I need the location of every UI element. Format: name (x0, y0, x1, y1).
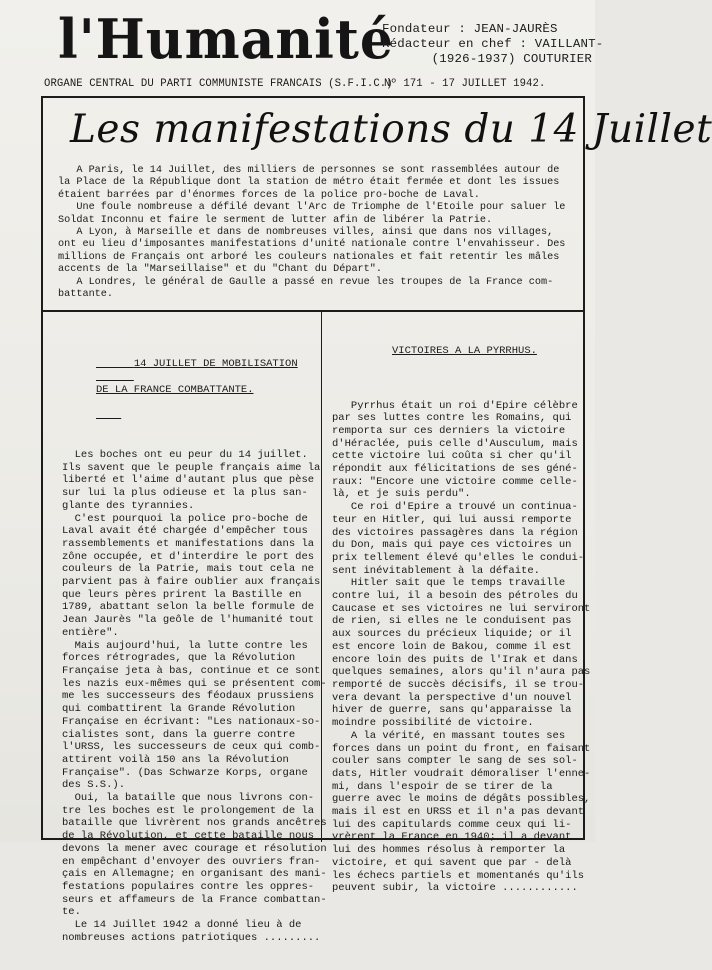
right-column-line: vera devant la perspective d'un nouvel (332, 691, 572, 704)
left-column-line: seurs et affameurs de la France combattan- (62, 893, 327, 906)
left-column-line: Française en écrivant: "Les nationaux-so- (62, 715, 321, 728)
right-column-line: lui des hommes résolus à remporter la (332, 844, 566, 857)
founder-block (382, 22, 604, 67)
right-column-line: contre lui, il a besoin des pétroles du (332, 590, 578, 603)
right-column-line: vrèrent la France en 1940; il a devant (332, 831, 572, 844)
intro-line: A Paris, le 14 Juillet, des milliers de personnes se sont rassemblées autour de (58, 165, 560, 176)
right-column-line: là, et je suis perdu". (332, 488, 471, 501)
intro-line: A Lyon, à Marseille et dans de nombreuses villes, ainsi que dans nos villages, (58, 227, 554, 239)
left-column-line: festations populaires contre les oppres- (62, 880, 315, 893)
left-column-title (62, 345, 317, 421)
left-column-line: Les boches ont eu peur du 14 juillet. (62, 449, 308, 462)
left-column-line: en empêchant d'envoyer des ouvriers fran- (62, 855, 321, 868)
right-column-line: encore loin des puits de l'Irak et dans (332, 653, 578, 666)
left-column-line: l'URSS, les successeurs de ceux qui comb- (62, 741, 321, 754)
left-column-line: Ils savent que le peuple français aime la (62, 461, 321, 474)
right-column-line: dats, Hitler voudrait démoraliser l'enne- (332, 767, 591, 780)
left-column (62, 320, 327, 970)
right-column-line: lui des capitulards comme ceux qui li- (332, 818, 572, 831)
right-column-line: remporté de succès décisifs, il se trou- (332, 678, 585, 691)
intro-line: millions de Français ont arboré les couleurs nationales et fait retentir les mâles (58, 251, 560, 263)
intro-line: A Londres, le général de Gaulle a passé en revue les troupes de la France com- (58, 276, 554, 288)
right-column-line: peuvent subir, la victoire ............ (332, 882, 578, 895)
right-column-line: remporta sur ces derniers la victoire (332, 424, 566, 437)
organ-line (44, 78, 584, 91)
right-column-line: forces dans un point du front, en faisant (332, 742, 591, 755)
intro-line: étaient barrées par d'énormes forces de la police pro-boche de Laval. (58, 189, 480, 201)
left-column-line: forces rétrogrades, que la Révolution (62, 652, 296, 665)
right-column-line: cette victoire lui coûta si cher qu'il (332, 450, 572, 463)
right-column-line: par ses luttes contre les Romains, qui (332, 412, 572, 425)
right-column-line: mais il est en URSS et il n'a pas devant (332, 806, 585, 819)
right-column-line: les échecs partiels et momentanés qu'ils (332, 869, 585, 882)
right-column-line: Caucase et ses victoires ne lui serviront (332, 602, 591, 615)
left-column-line: tre les boches est le prolongement de la (62, 804, 315, 817)
right-column-line: teur en Hitler, qui lui aussi remporte (332, 513, 572, 526)
left-column-line: liberté et l'aime d'autant plus que pèse (62, 474, 315, 487)
founder-line: Fondateur : JEAN-JAURÈS (382, 22, 558, 36)
left-column-line: des S.S.). (62, 779, 126, 792)
masthead-title: l'Humanité (58, 7, 394, 72)
intro-line: ont eu lieu d'imposantes manifestations d'unité nationale contre l'envahisseur. Des (58, 239, 566, 251)
intro-line: la Place de la République dont la station de métro était fermée et dont les issues (58, 177, 560, 189)
right-column-line: prix tellement élevé qu'elles le condui- (332, 551, 585, 564)
left-column-line: qui combattirent la Grande Révolution (62, 703, 296, 716)
left-column-line: zône occupée, et d'interdire le port des (62, 550, 315, 563)
left-column-line: Française". (Das Schwarze Korps, organe (62, 766, 308, 779)
right-column-line: est encore loin de Bakou, comme il est (332, 640, 572, 653)
right-column-line: guerre avec le moins de dégâts possibles, (332, 793, 591, 806)
right-column-line: victoire, et qui savent que par - delà (332, 856, 572, 869)
right-column-line: d'Héraclée, puis celle d'Ausculum, mais (332, 437, 578, 450)
right-column (332, 320, 592, 920)
left-column-line: Oui, la bataille que nous livrons con- (62, 792, 315, 805)
left-column-line: entière". (62, 626, 119, 639)
left-column-line: sur lui la plus odieuse et la plus san- (62, 487, 308, 500)
left-column-line: Le 14 Juillet 1942 a donné lieu à de (62, 919, 302, 932)
right-column-line: de rien, si elles ne le conduisent pas (332, 615, 572, 628)
left-column-line: 1789, abattant selon la belle formule de (62, 601, 315, 614)
right-column-line: Ce roi d'Epire a trouvé un continua- (332, 501, 578, 514)
right-column-line: mi, dans l'espoir de se tirer de la (332, 780, 553, 793)
intro-line: battante. (58, 289, 114, 301)
column-divider (321, 312, 322, 842)
left-column-line: Laval avait été chargée d'empêcher tous (62, 525, 308, 538)
left-column-line: les nazis eux-mêmes qui se présentent com- (62, 677, 327, 690)
right-column-line: A la vérité, en massant toutes ses (332, 729, 566, 742)
left-column-line: Jean Jaurès "la geôle de l'humanité tout (62, 614, 315, 627)
right-column-line: des victoires passagères dans la région (332, 526, 578, 539)
issue-date: Nº 171 - 17 JUILLET 1942. (384, 78, 546, 90)
left-column-line: de la Révolution, et cette bataille nous (62, 830, 315, 843)
right-column-line: Pyrrhus était un roi d'Epire célèbre (332, 399, 578, 412)
intro-line: accents de la "Marseillaise" et du "Chant du Départ". (58, 264, 383, 276)
left-column-line: couleurs de la Patrie, mais tout cela ne (62, 563, 315, 576)
left-column-line: Française jeta à bas, continue et ce sont (62, 664, 321, 677)
right-column-line: aux sources du précieux liquide; or il (332, 628, 572, 641)
right-column-body (332, 400, 592, 895)
left-column-line: que leurs pères prirent la Bastille en (62, 588, 302, 601)
intro-line: Soldat Inconnu et faire le serment de lutter afin de libérer la Patrie. (58, 214, 493, 226)
section-divider (41, 310, 585, 312)
organ-name: ORGANE CENTRAL DU PARTI COMMUNISTE FRANCAIS (S.F.I.C.) (44, 78, 393, 90)
left-column-line: rassemblements et manifestations dans la (62, 537, 315, 550)
left-column-line: cialistes sont, dans la guerre contre (62, 728, 296, 741)
left-column-line: glante des tyrannies. (62, 499, 195, 512)
left-column-line: me les successeurs des féodaux prussiens (62, 690, 315, 703)
right-column-line: répondit aux félicitations de ses géné- (332, 463, 578, 476)
right-column-line: moindre possibilité de victoire. (332, 717, 534, 730)
left-column-line: bataille que livrèrent nos grands ancêtres (62, 817, 327, 830)
left-title-line-2: DE LA FRANCE COMBATTANTE. (96, 383, 254, 396)
left-column-line: çais en Allemagne; en organisant des mani- (62, 868, 327, 881)
right-column-line: quelques semaines, alors qu'il n'aura pas (332, 666, 591, 679)
left-title-line-1: 14 JUILLET DE MOBILISATION (133, 358, 298, 371)
left-column-body (62, 449, 327, 944)
left-column-line: nombreuses actions patriotiques ......... (62, 931, 321, 944)
left-column-line: devons la mener avec courage et résolution (62, 842, 327, 855)
right-column-line: du Don, mais qui paye ces victoires un (332, 539, 572, 552)
editor-line: Rédacteur en chef : VAILLANT- (382, 37, 604, 51)
left-column-line: C'est pourquoi la police pro-boche de (62, 512, 308, 525)
right-column-line: raux: "Encore une victoire comme celle- (332, 475, 578, 488)
headline: Les manifestations du 14 Juillet (70, 107, 712, 152)
left-column-line: parvient pas à faire oublier aux français (62, 576, 321, 589)
intro-line: Une foule nombreuse a défilé devant l'Arc de Triomphe de l'Etoile pour saluer le (58, 202, 566, 214)
right-column-line: Hitler sait que le temps travaille (332, 577, 566, 590)
editor-years-line: (1926-1937) COUTURIER (431, 52, 592, 66)
right-column-line: sent inévitablement à la défaite. (332, 564, 540, 577)
right-column-title: VICTOIRES A LA PYRRHUS. (392, 345, 537, 358)
intro-paragraph (58, 165, 583, 301)
left-column-line: attirent voilà 150 ans la Révolution (62, 753, 289, 766)
right-column-line: couler sans compter le sang de ses sol- (332, 755, 578, 768)
right-column-line: hiver de guerre, sans qu'apparaisse la (332, 704, 572, 717)
left-column-line: Mais aujourd'hui, la lutte contre les (62, 639, 308, 652)
left-column-line: te. (62, 906, 81, 919)
